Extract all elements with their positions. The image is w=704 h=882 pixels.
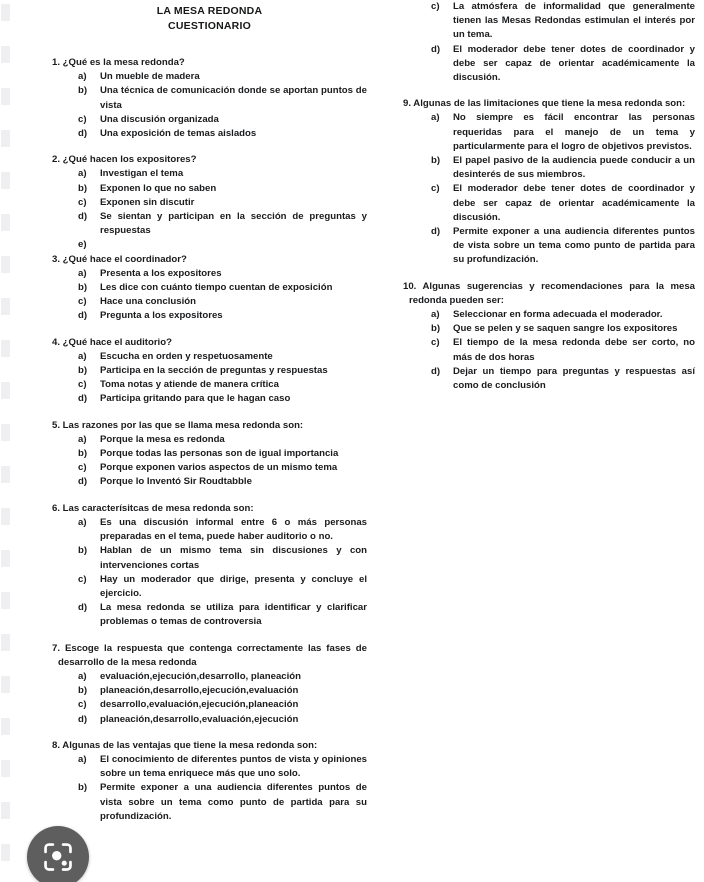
- answer-option[interactable]: [52, 84, 367, 112]
- option-list: [52, 267, 367, 324]
- option-text: Permite exponer a una audiencia diferentes puntos de vista sobre un tema como punto de partida para su profundización.: [453, 226, 695, 266]
- option-list: [52, 753, 367, 824]
- option-letter: a): [78, 71, 87, 83]
- question-stem: 10. Algunas sugerencias y recomendaciones para la mesa redonda pueden ser:: [403, 280, 695, 306]
- option-letter: a): [431, 112, 440, 124]
- option-letter: d): [431, 226, 441, 238]
- option-text: La atmósfera de informalidad que generalmente tienen las Mesas Redondas estimulan el interés por un tema.: [453, 1, 695, 41]
- option-text: Presenta a los expositores: [100, 267, 222, 279]
- option-letter: c): [431, 337, 440, 349]
- option-letter: d): [78, 211, 88, 223]
- answer-option[interactable]: [52, 447, 367, 461]
- answer-option[interactable]: [52, 753, 367, 781]
- answer-option[interactable]: [403, 182, 695, 225]
- option-letter: d): [78, 602, 88, 614]
- right-column: [403, 0, 695, 405]
- question-stem: 4. ¿Qué hace el auditorio?: [52, 336, 172, 348]
- option-letter: b): [78, 448, 88, 460]
- answer-option[interactable]: [52, 267, 367, 281]
- option-text: evaluación,ejecución,desarrollo, planeación: [100, 670, 302, 682]
- option-list: [52, 433, 367, 490]
- question-block: [52, 253, 367, 324]
- answer-option[interactable]: [52, 364, 367, 378]
- page-title: LA MESA REDONDA: [156, 5, 263, 17]
- answer-option[interactable]: [52, 698, 367, 712]
- question-block: [52, 419, 367, 490]
- option-letter: c): [78, 379, 87, 391]
- question-block: [403, 97, 695, 267]
- option-letter: b): [78, 182, 88, 194]
- option-letter: c): [78, 699, 87, 711]
- option-text: Es una discusión informal entre 6 o más personas preparadas en el tema, puede haber auditorio o no.: [100, 516, 367, 543]
- question-block: [52, 336, 367, 407]
- question-stem: 6. Las caracterísitcas de mesa redonda son:: [52, 502, 254, 514]
- left-column: [52, 0, 367, 836]
- option-letter: a): [78, 670, 87, 682]
- answer-option[interactable]: [403, 154, 695, 182]
- option-letter: b): [78, 545, 88, 557]
- option-letter: d): [78, 393, 88, 405]
- option-letter: b): [78, 365, 88, 377]
- option-text: Participa gritando para que le hagan caso: [100, 393, 291, 405]
- option-letter: c): [431, 183, 440, 195]
- answer-option[interactable]: [52, 781, 367, 824]
- option-letter: c): [78, 296, 87, 308]
- question-block: [52, 153, 367, 252]
- option-list: [52, 70, 367, 141]
- lens-scanner-button[interactable]: [27, 826, 89, 882]
- option-letter: a): [431, 309, 440, 321]
- option-list: [52, 670, 367, 727]
- answer-option[interactable]: [52, 350, 367, 364]
- option-text: Porque lo Inventó Sir Roudtabble: [100, 476, 252, 488]
- answer-option[interactable]: [403, 111, 695, 154]
- option-letter: d): [78, 128, 88, 140]
- option-text: Dejar un tiempo para preguntas y respuestas así como de conclusión: [453, 365, 695, 392]
- option-list: [52, 167, 367, 252]
- option-text: Hace una conclusión: [100, 296, 196, 308]
- answer-option[interactable]: [52, 113, 367, 127]
- option-letter: b): [78, 85, 88, 97]
- option-list: [52, 350, 367, 407]
- option-letter: a): [78, 168, 87, 180]
- option-text: Porque todas las personas son de igual importancia: [100, 448, 339, 460]
- option-text: El conocimiento de diferentes puntos de vista y opiniones sobre un tema enriquece más que uno solo.: [100, 753, 367, 780]
- option-text: [100, 238, 367, 252]
- option-letter: a): [78, 350, 87, 362]
- answer-option[interactable]: [52, 461, 367, 475]
- option-letter: d): [78, 713, 88, 725]
- option-text: Se sientan y participan en la sección de preguntas y respuestas: [100, 211, 367, 237]
- option-letter: b): [78, 685, 88, 697]
- answer-option[interactable]: [403, 322, 695, 336]
- option-letter: a): [78, 267, 87, 279]
- question-stem: 2. ¿Qué hacen los expositores?: [52, 154, 197, 166]
- right-questions-list: [403, 97, 695, 393]
- answer-option[interactable]: [403, 43, 695, 86]
- option-text: Investigan el tema: [100, 168, 184, 180]
- answer-option[interactable]: [52, 127, 367, 141]
- answer-option[interactable]: [52, 309, 367, 323]
- option-letter: b): [431, 323, 441, 335]
- answer-option[interactable]: [52, 684, 367, 698]
- answer-option[interactable]: [52, 210, 367, 238]
- option-letter: a): [78, 753, 87, 765]
- answer-option[interactable]: [52, 433, 367, 447]
- question-stem: 7. Escoge la respuesta que contenga correctamente las fases de desarrollo de la mesa redonda: [52, 642, 367, 668]
- answer-option[interactable]: [52, 196, 367, 210]
- option-letter: d): [431, 43, 441, 55]
- option-text: Permite exponer a una audiencia diferentes puntos de vista sobre un tema como punto de partida para su profundización.: [100, 782, 367, 822]
- option-list: [403, 308, 695, 393]
- option-list: [403, 111, 695, 267]
- option-letter: b): [431, 155, 441, 167]
- option-letter: c): [78, 573, 87, 585]
- option-letter: e): [78, 239, 87, 251]
- answer-option[interactable]: [52, 475, 367, 489]
- question-block: [52, 502, 367, 630]
- option-text: Una exposición de temas aislados: [100, 128, 257, 140]
- option-text: No siempre es fácil encontrar las personas requeridas para el manejo de un tema y particularmente para el logro de objetivos previstos.: [453, 112, 695, 152]
- answer-option[interactable]: [52, 281, 367, 295]
- option-text: El moderador debe tener dotes de coordinador y debe ser capaz de orientar académicamente la discusión.: [453, 43, 695, 84]
- answer-option[interactable]: [403, 365, 695, 393]
- answer-option[interactable]: [52, 713, 367, 727]
- option-list: [403, 0, 695, 85]
- option-text: Un mueble de madera: [100, 71, 200, 83]
- question-stem: 5. Las razones por las que se llama mesa redonda son:: [52, 419, 304, 431]
- option-letter: d): [78, 476, 88, 488]
- option-letter: c): [78, 462, 87, 474]
- answer-option[interactable]: [52, 670, 367, 684]
- option-text: Seleccionar en forma adecuada el moderador.: [453, 309, 663, 321]
- page-subtitle: CUESTIONARIO: [168, 20, 251, 32]
- option-text: Les dice con cuánto tiempo cuentan de exposición: [100, 282, 333, 294]
- answer-option[interactable]: [52, 392, 367, 406]
- option-list: [52, 516, 367, 630]
- option-text: La mesa redonda se utiliza para identificar y clarificar problemas o temas de controversia: [100, 602, 367, 628]
- answer-option[interactable]: [403, 0, 695, 43]
- option-text: desarrollo,evaluación,ejecución,planeación: [100, 699, 299, 711]
- answer-option[interactable]: [52, 378, 367, 392]
- question-stem: 1. ¿Qué es la mesa redonda?: [52, 57, 185, 68]
- option-text: Exponen lo que no saben: [100, 182, 217, 194]
- answer-option[interactable]: [52, 544, 367, 572]
- option-letter: d): [431, 365, 441, 377]
- option-letter: b): [78, 282, 88, 294]
- answer-option[interactable]: [52, 601, 367, 629]
- question-stem: 3. ¿Qué hace el coordinador?: [52, 253, 187, 265]
- option-letter: a): [78, 516, 87, 528]
- option-text: Una técnica de comunicación donde se aportan puntos de vista: [100, 85, 367, 111]
- option-text: Que se pelen y se saquen sangre los expositores: [453, 323, 678, 335]
- option-text: Porque la mesa es redonda: [100, 433, 225, 445]
- question-block: [403, 280, 695, 394]
- option-text: Porque exponen varios aspectos de un mismo tema: [100, 462, 338, 474]
- answer-option[interactable]: [52, 516, 367, 544]
- option-letter: c): [431, 1, 440, 12]
- answer-option[interactable]: [52, 238, 367, 252]
- option-text: Escucha en orden y respetuosamente: [100, 350, 273, 362]
- lens-scanner-icon: [41, 840, 75, 874]
- left-questions-list: [52, 56, 367, 824]
- option-letter: c): [78, 113, 87, 125]
- option-text: Pregunta a los expositores: [100, 310, 223, 322]
- question-stem: 8. Algunas de las ventajas que tiene la mesa redonda son:: [52, 739, 318, 751]
- option-text: planeación,desarrollo,evaluación,ejecución: [100, 713, 299, 725]
- question-block: [52, 56, 367, 141]
- continued-options-list: [403, 0, 695, 85]
- answer-option[interactable]: [403, 336, 695, 364]
- answer-option[interactable]: [403, 308, 695, 322]
- option-text: Hay un moderador que dirige, presenta y concluye el ejercicio.: [100, 573, 367, 599]
- question-stem: 9. Algunas de las limitaciones que tiene la mesa redonda son:: [403, 98, 686, 110]
- option-text: planeación,desarrollo,ejecución,evaluación: [100, 685, 299, 697]
- option-letter: d): [78, 310, 88, 322]
- option-text: El moderador debe tener dotes de coordinador y debe ser capaz de orientar académicamente la discusión.: [453, 183, 695, 223]
- answer-option[interactable]: [52, 295, 367, 309]
- option-letter: b): [78, 782, 88, 794]
- answer-option[interactable]: [52, 167, 367, 181]
- answer-option[interactable]: [403, 225, 695, 268]
- option-letter: a): [78, 433, 87, 445]
- option-text: Una discusión organizada: [100, 113, 219, 125]
- option-text: Toma notas y atiende de manera crítica: [100, 379, 279, 391]
- option-text: El papel pasivo de la audiencia puede conducir a un desinterés de sus miembros.: [453, 155, 695, 181]
- question-block: [52, 739, 367, 824]
- answer-option[interactable]: [52, 182, 367, 196]
- answer-option[interactable]: [52, 573, 367, 601]
- option-text: Participa en la sección de preguntas y respuestas: [100, 365, 328, 377]
- option-text: Exponen sin discutir: [100, 196, 195, 208]
- answer-option[interactable]: [52, 70, 367, 84]
- option-text: Hablan de un mismo tema sin discusiones y con intervenciones cortas: [100, 545, 367, 571]
- option-text: El tiempo de la mesa redonda debe ser corto, no más de dos horas: [453, 337, 695, 363]
- question-block: [52, 642, 367, 727]
- option-letter: c): [78, 196, 87, 208]
